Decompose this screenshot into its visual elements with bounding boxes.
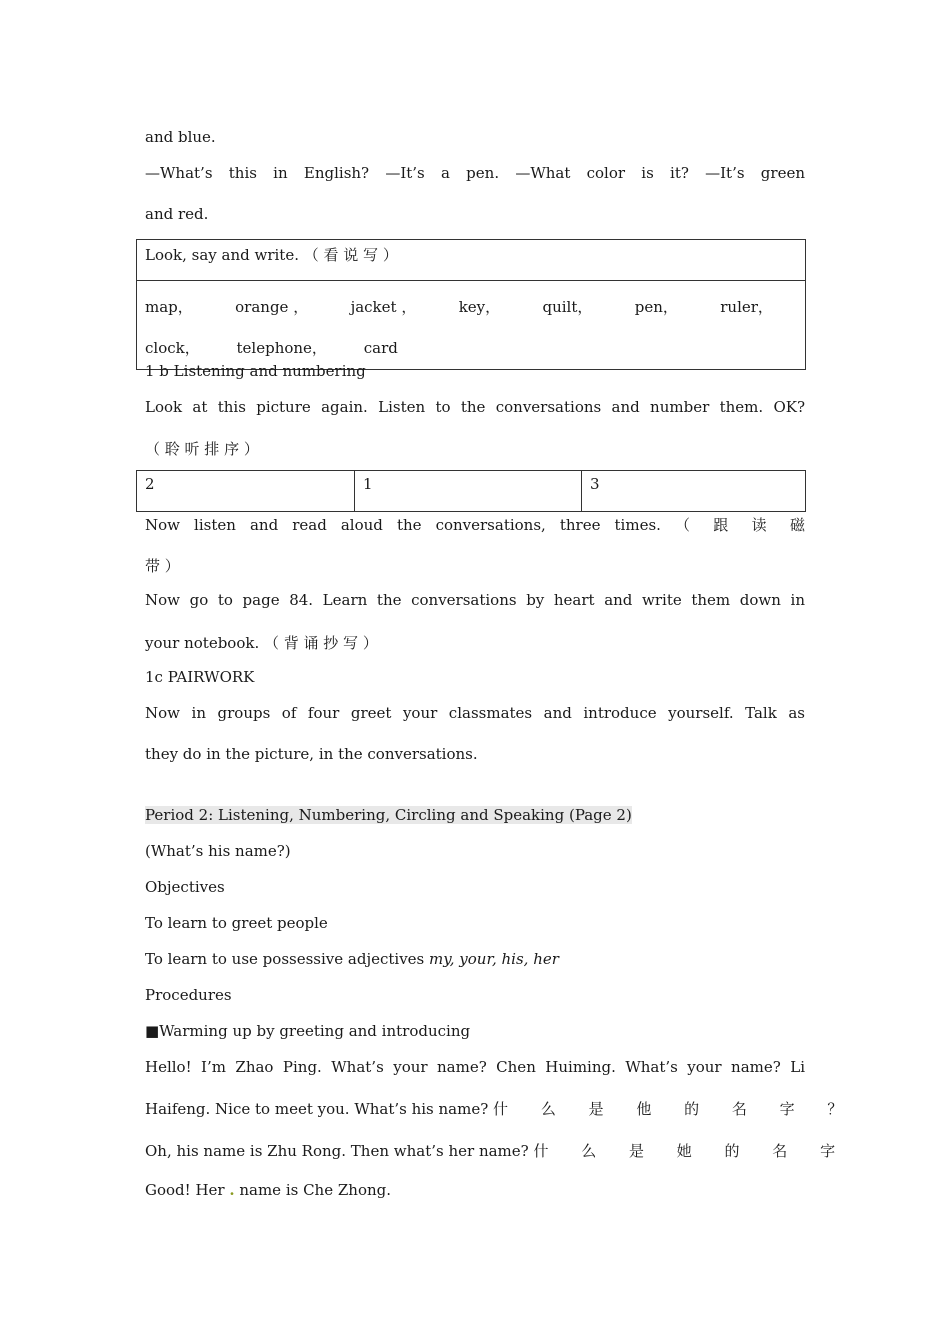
text-line: To learn to greet people <box>145 914 328 932</box>
numbering-cell: 3 <box>582 471 806 512</box>
text-line: and blue. <box>145 128 216 146</box>
text-line <box>145 1098 856 1119</box>
text-line: 带 ） <box>145 557 180 575</box>
text-line: (What’s his name?) <box>145 842 291 860</box>
numbering-cell: 2 <box>137 471 355 512</box>
text-line <box>145 1181 391 1199</box>
chinese-text: 什 么 是 他 的 名 字 ？ <box>493 1100 857 1118</box>
period-title-text: Period 2: Listening, Numbering, Circling and Speaking (Page 2) <box>145 806 632 824</box>
vocabulary-table <box>136 239 806 370</box>
text-segment: Oh, his name is Zhu Rong. Then what’s her name? <box>145 1142 534 1160</box>
word: card <box>363 339 398 357</box>
text-line: they do in the picture, in the conversations. <box>145 745 478 763</box>
text-line: Hello! I’m Zhao Ping. What’s your name? Chen Huiming. What’s your name? Li <box>145 1058 805 1076</box>
text-line: Now listen and read aloud the conversations, three times. （ 跟 读 磁 <box>145 516 805 534</box>
vocabulary-table-header: Look, say and write. （ 看 说 写 ） <box>137 240 806 281</box>
word: jacket ， <box>350 298 417 316</box>
text-line: your notebook. （ 背 诵 抄 写 ） <box>145 634 378 652</box>
section-heading: 1c PAIRWORK <box>145 668 255 686</box>
text-line: Now in groups of four greet your classmates and introduce yourself. Talk as <box>145 704 805 722</box>
chinese-text: 什 么 是 她 的 名 字 <box>533 1142 850 1160</box>
numbering-table <box>136 470 806 512</box>
word: orange ， <box>235 298 309 316</box>
text-line <box>145 1140 849 1161</box>
numbering-cell: 1 <box>355 471 582 512</box>
text-line: and red. <box>145 205 209 223</box>
text-line: Look at this picture again. Listen to the conversations and number them. OK? <box>145 398 805 416</box>
word: ruler， <box>720 298 773 316</box>
dot-mark: . <box>229 1181 235 1199</box>
text-segment: Haifeng. Nice to meet you. What’s his name? <box>145 1100 494 1118</box>
text-line: —What’s this in English? —It’s a pen. —What color is it? —It’s green <box>145 164 805 182</box>
text-line: ■Warming up by greeting and introducing <box>145 1022 471 1040</box>
word: key， <box>458 298 501 316</box>
italic-text: my, your, his, her <box>429 950 559 968</box>
section-heading: 1 b Listening and numbering <box>145 362 366 380</box>
period-title <box>145 806 632 824</box>
text-segment: name is Che Zhong. <box>234 1181 392 1199</box>
vocabulary-table-words <box>137 281 806 370</box>
text-line: Now go to page 84. Learn the conversations by heart and write them down in <box>145 591 805 609</box>
word: pen， <box>634 298 678 316</box>
section-heading: Objectives <box>145 878 225 896</box>
text-line: （ 聆 听 排 序 ） <box>145 440 259 458</box>
text-segment: To learn to use possessive adjectives <box>145 950 430 968</box>
text-segment: Good! Her <box>145 1181 230 1199</box>
text-line <box>145 950 559 968</box>
word: clock， <box>145 339 200 357</box>
section-heading: Procedures <box>145 986 232 1004</box>
word: quilt， <box>542 298 593 316</box>
word: telephone， <box>236 339 327 357</box>
word: map， <box>145 298 193 316</box>
